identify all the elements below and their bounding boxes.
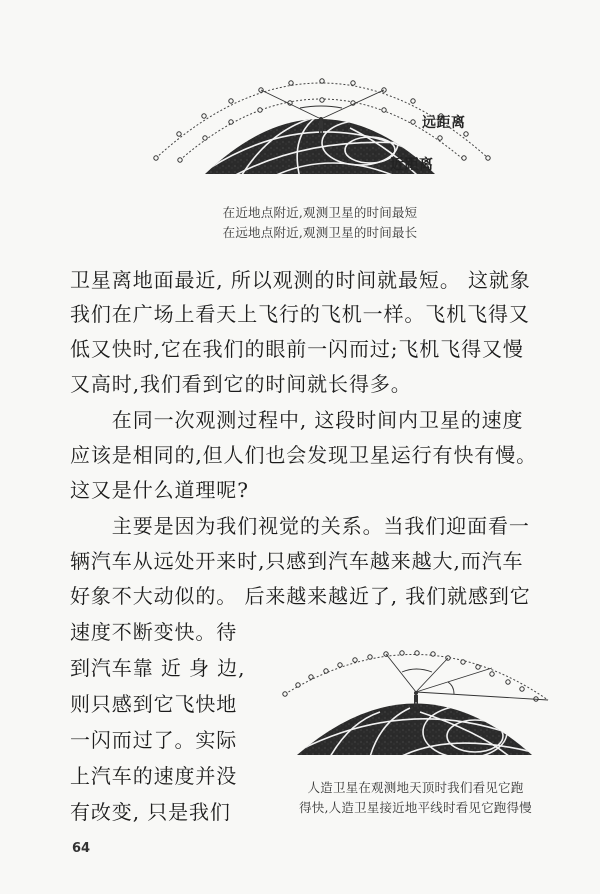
body-line: 在同一次观测过程中, 这段时间内卫星的速度 <box>70 408 524 432</box>
top-figure-caption <box>160 203 480 243</box>
body-line: 好象不大动似的。 后来越来越近了, 我们就感到它 <box>70 584 531 608</box>
caption-line: 在远地点附近,观测卫星的时间最长 <box>222 225 418 240</box>
near-distance-label: 近距离 <box>390 157 434 173</box>
caption-line: 人造卫星在观测地天顶时我们看见它跑 <box>307 780 524 795</box>
zenith-horizon-illustration <box>270 632 560 762</box>
orbit-distance-figure <box>120 68 520 188</box>
caption-line: 在近地点附近,观测卫星的时间最短 <box>222 205 418 220</box>
zenith-horizon-figure <box>270 632 560 762</box>
caption-line: 得快,人造卫星接近地平线时看见它跑得慢 <box>299 800 532 815</box>
body-line: 这又是什么道理呢? <box>70 478 249 502</box>
body-line: 主要是因为我们视觉的关系。当我们迎面看一 <box>70 514 530 538</box>
body-line-narrow: 上汽车的速度并没 <box>70 764 238 788</box>
body-line: 辆汽车从远处开来时,只感到汽车越来越大,而汽车 <box>70 549 524 573</box>
body-line-narrow: 则只感到它飞快地 <box>70 692 238 716</box>
body-line: 卫星离地面最近, 所以观测的时间就最短。 这就象 <box>70 268 531 292</box>
body-line-narrow: 一闪而过了。实际 <box>70 728 238 752</box>
body-line: 低又快时,它在我们的眼前一闪而过;飞机飞得又慢 <box>70 337 524 361</box>
body-line-narrow: 速度不断变快。待 <box>70 620 238 644</box>
body-line: 应该是相同的,但人们也会发现卫星运行有快有慢。 <box>70 443 538 467</box>
body-line-narrow: 到汽车靠 近 身 边, <box>70 656 246 680</box>
far-distance-label: 远距离 <box>422 115 466 131</box>
body-line-narrow: 有改变, 只是我们 <box>70 800 231 824</box>
body-line: 又高时,我们看到它的时间就长得多。 <box>70 372 412 396</box>
bottom-figure-caption <box>268 778 563 818</box>
body-line: 我们在广场上看天上飞行的飞机一样。飞机飞得又 <box>70 302 530 326</box>
page-number: 64 <box>72 841 91 856</box>
